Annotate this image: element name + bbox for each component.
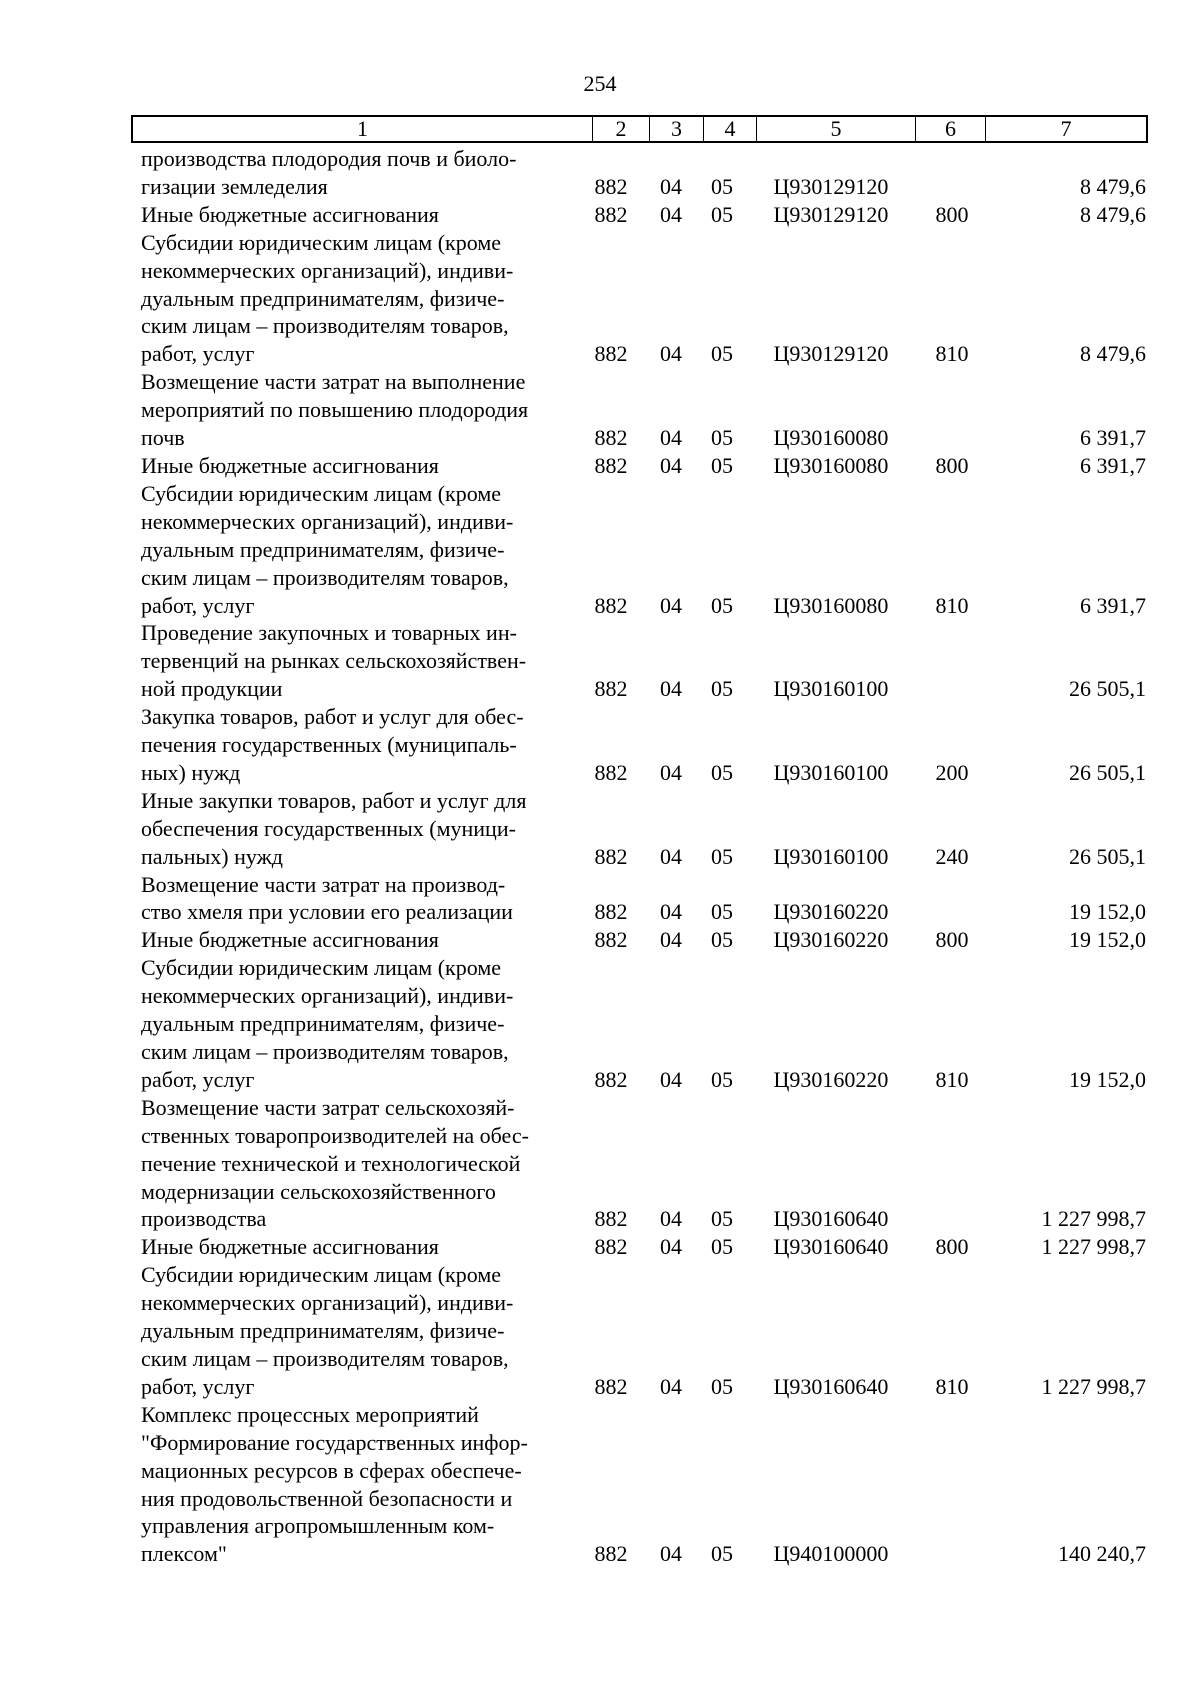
row-subsection-code: 05 — [711, 899, 733, 925]
column-header-row — [131, 115, 1148, 143]
row-description: производства плодородия почв и биоло- гизации земледелия — [141, 146, 517, 199]
row-amount: 6 391,7 — [1080, 425, 1146, 451]
row-section-code: 882 — [594, 843, 628, 869]
row-section-code: 882 — [594, 899, 628, 925]
row-section-code: 882 — [594, 341, 628, 367]
row-section-code: 882 — [594, 592, 628, 618]
row-target-article: Ц930160220 — [773, 927, 889, 953]
row-chapter-code: 04 — [660, 425, 682, 451]
row-target-article: Ц930160080 — [773, 592, 889, 618]
table-row — [141, 703, 1146, 787]
table-row — [141, 368, 1146, 452]
row-chapter-code: 04 — [660, 201, 682, 227]
row-amount: 6 391,7 — [1080, 592, 1146, 618]
table-row — [141, 1094, 1146, 1234]
table-row — [141, 871, 1146, 927]
row-subsection-code: 05 — [711, 1541, 733, 1567]
row-subsection-code: 05 — [711, 201, 733, 227]
row-description: Закупка товаров, работ и услуг для обес- печения государственных (муниципаль- ных) нужд — [141, 704, 524, 785]
row-section-code: 882 — [594, 676, 628, 702]
row-expense-type: 240 — [935, 843, 969, 869]
column-header-7: 7 — [1060, 116, 1072, 141]
row-chapter-code: 04 — [660, 1541, 682, 1567]
table-row — [141, 787, 1146, 871]
row-amount: 26 505,1 — [1069, 759, 1146, 785]
row-amount: 19 152,0 — [1069, 899, 1146, 925]
table-row — [141, 1233, 1146, 1261]
table-row — [141, 926, 1146, 954]
row-chapter-code: 04 — [660, 452, 682, 478]
row-target-article: Ц930160220 — [773, 1066, 889, 1092]
row-target-article: Ц930160100 — [773, 676, 889, 702]
row-chapter-code: 04 — [660, 759, 682, 785]
row-target-article: Ц930129120 — [773, 173, 889, 199]
row-description: Иные бюджетные ассигнования — [141, 927, 439, 953]
row-expense-type: 810 — [935, 341, 969, 367]
budget-table-body — [141, 145, 1146, 1568]
row-section-code: 882 — [594, 1373, 628, 1399]
row-section-code: 882 — [594, 425, 628, 451]
column-header-6: 6 — [916, 117, 986, 141]
row-section-code: 882 — [594, 759, 628, 785]
row-amount: 6 391,7 — [1080, 452, 1146, 478]
row-section-code: 882 — [594, 927, 628, 953]
row-amount: 1 227 998,7 — [1041, 1234, 1146, 1260]
row-subsection-code: 05 — [711, 1373, 733, 1399]
column-header-5: 5 — [757, 117, 916, 141]
row-amount: 19 152,0 — [1069, 927, 1146, 953]
row-description: Проведение закупочных и товарных ин- тервенций на рынках сельскохозяйствен- ной продукции — [141, 620, 527, 702]
page-number: 254 — [583, 71, 617, 96]
row-description: Иные бюджетные ассигнования — [141, 1234, 439, 1260]
row-description: Возмещение части затрат на производ- ство хмеля при условии его реализации — [141, 871, 513, 925]
row-description: Возмещение части затрат сельскохозяй- ственных товаропроизводителей на обес- печение технической и технологической модернизации сельскохозяйственного производства — [141, 1094, 529, 1232]
row-target-article: Ц930160640 — [773, 1373, 889, 1399]
row-description: Иные бюджетные ассигнования — [141, 452, 439, 478]
table-row — [141, 452, 1146, 480]
row-description: Иные бюджетные ассигнования — [141, 201, 439, 227]
row-chapter-code: 04 — [660, 927, 682, 953]
row-amount: 8 479,6 — [1080, 173, 1146, 199]
row-expense-type: 810 — [935, 1066, 969, 1092]
row-subsection-code: 05 — [711, 1234, 733, 1260]
row-chapter-code: 04 — [660, 1234, 682, 1260]
table-row — [141, 1261, 1146, 1401]
row-expense-type: 800 — [935, 452, 969, 478]
row-amount: 1 227 998,7 — [1041, 1206, 1146, 1232]
row-subsection-code: 05 — [711, 425, 733, 451]
table-row — [141, 229, 1146, 369]
row-section-code: 882 — [594, 452, 628, 478]
row-description: Субсидии юридическим лицам (кроме некоммерческих организаций), индиви- дуальным предпринимателям, физиче- ским лицам – производителям товаров, работ, услуг — [141, 955, 514, 1092]
row-chapter-code: 04 — [660, 899, 682, 925]
row-target-article: Ц930160220 — [773, 899, 889, 925]
row-chapter-code: 04 — [660, 173, 682, 199]
column-header-1: 1 — [133, 117, 593, 141]
row-target-article: Ц930160100 — [773, 759, 889, 785]
row-amount: 1 227 998,7 — [1041, 1373, 1146, 1399]
row-subsection-code: 05 — [711, 1206, 733, 1232]
row-subsection-code: 05 — [711, 843, 733, 869]
column-header-2: 2 — [593, 117, 650, 141]
row-subsection-code: 05 — [711, 759, 733, 785]
row-chapter-code: 04 — [660, 341, 682, 367]
row-section-code: 882 — [594, 1206, 628, 1232]
row-amount: 26 505,1 — [1069, 843, 1146, 869]
row-description: Субсидии юридическим лицам (кроме некоммерческих организаций), индиви- дуальным предпринимателям, физиче- ским лицам – производителям товаров, работ, услуг — [141, 229, 514, 367]
column-header-3: 3 — [650, 117, 704, 141]
table-row — [141, 145, 1146, 201]
row-amount: 26 505,1 — [1069, 676, 1146, 702]
table-row — [141, 201, 1146, 229]
row-chapter-code: 04 — [660, 1066, 682, 1092]
row-chapter-code: 04 — [660, 1373, 682, 1399]
row-amount: 8 479,6 — [1080, 201, 1146, 227]
row-amount: 140 240,7 — [1058, 1541, 1146, 1567]
column-header-4: 4 — [704, 117, 757, 141]
row-subsection-code: 05 — [711, 1066, 733, 1092]
row-target-article: Ц930160100 — [773, 843, 889, 869]
row-description: Субсидии юридическим лицам (кроме некоммерческих организаций), индиви- дуальным предпринимателям, физиче- ским лицам – производителям товаров, работ, услуг — [141, 1262, 514, 1399]
row-description: Комплекс процессных мероприятий "Формирование государственных инфор- мационных ресурсов в сферах обеспече- ния продовольственной безопасности и управления агропромышленным ком- плексом" — [141, 1401, 528, 1567]
row-chapter-code: 04 — [660, 843, 682, 869]
row-target-article: Ц930160640 — [773, 1234, 889, 1260]
row-section-code: 882 — [594, 173, 628, 199]
row-expense-type: 800 — [935, 201, 969, 227]
row-section-code: 882 — [594, 1541, 628, 1567]
row-subsection-code: 05 — [711, 452, 733, 478]
row-expense-type: 800 — [935, 927, 969, 953]
row-subsection-code: 05 — [711, 173, 733, 199]
table-row — [141, 954, 1146, 1094]
row-target-article: Ц930160080 — [773, 425, 889, 451]
row-expense-type: 810 — [935, 1373, 969, 1399]
row-section-code: 882 — [594, 1234, 628, 1260]
row-amount: 19 152,0 — [1069, 1066, 1146, 1092]
row-section-code: 882 — [594, 1066, 628, 1092]
row-description: Субсидии юридическим лицам (кроме некоммерческих организаций), индиви- дуальным предпринимателям, физиче- ским лицам – производителям товаров, работ, услуг — [141, 480, 514, 618]
row-subsection-code: 05 — [711, 592, 733, 618]
row-target-article: Ц930160080 — [773, 452, 889, 478]
row-amount: 8 479,6 — [1080, 341, 1146, 367]
row-chapter-code: 04 — [660, 676, 682, 702]
row-target-article: Ц930160640 — [773, 1206, 889, 1232]
row-chapter-code: 04 — [660, 592, 682, 618]
table-row — [141, 619, 1146, 703]
row-description: Иные закупки товаров, работ и услуг для обеспечения государственных (муници- пальных) нужд — [141, 787, 527, 869]
row-subsection-code: 05 — [711, 341, 733, 367]
row-subsection-code: 05 — [711, 927, 733, 953]
row-expense-type: 200 — [935, 759, 969, 785]
table-row — [141, 1401, 1146, 1568]
row-description: Возмещение части затрат на выполнение мероприятий по повышению плодородия почв — [141, 369, 529, 451]
row-section-code: 882 — [594, 201, 628, 227]
row-expense-type: 800 — [935, 1234, 969, 1260]
row-chapter-code: 04 — [660, 1206, 682, 1232]
row-target-article: Ц930129120 — [773, 341, 889, 367]
row-subsection-code: 05 — [711, 676, 733, 702]
row-target-article: Ц930129120 — [773, 201, 889, 227]
table-row — [141, 480, 1146, 620]
row-target-article: Ц940100000 — [773, 1541, 889, 1567]
row-expense-type: 810 — [935, 592, 969, 618]
